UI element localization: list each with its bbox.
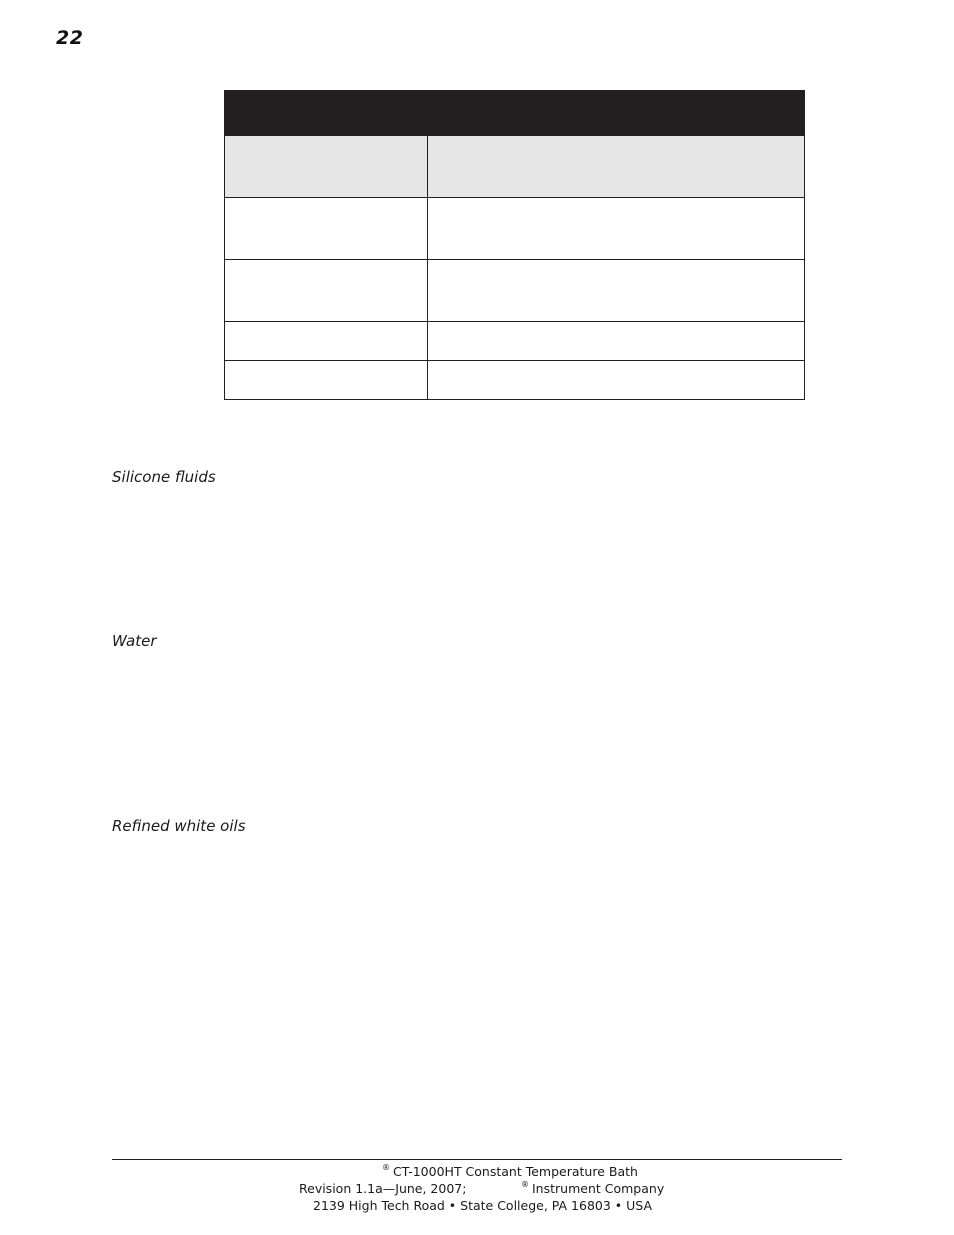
footer-company-line (521, 1181, 664, 1196)
table-header-cell (428, 91, 805, 136)
table-cell (225, 260, 428, 322)
section-label-water: Water (112, 632, 157, 650)
footer-company-name: Instrument Company (532, 1181, 665, 1197)
page-number: 22 (56, 27, 84, 49)
table-cell (225, 322, 428, 361)
table-row (225, 322, 805, 361)
footer-address: 2139 High Tech Road • State College, PA 16803 • USA (313, 1198, 653, 1213)
footer-divider (112, 1159, 842, 1160)
registered-mark: ® (382, 1163, 390, 1172)
table-row (225, 260, 805, 322)
table-cell (428, 198, 805, 260)
table-row (225, 361, 805, 400)
footer-revision: Revision 1.1a—June, 2007; (299, 1181, 467, 1196)
table-header-cell (225, 91, 428, 136)
fluid-table (224, 90, 805, 400)
registered-mark: ® (521, 1180, 529, 1189)
table-cell (428, 361, 805, 400)
table-cell (428, 136, 805, 198)
section-label-refined-white-oils: Refined white oils (112, 817, 246, 835)
section-label-silicone-fluids: Silicone fluids (112, 468, 216, 486)
table-row (225, 136, 805, 198)
table-cell (428, 260, 805, 322)
table-cell (225, 198, 428, 260)
table-cell (428, 322, 805, 361)
table-cell (225, 361, 428, 400)
table-row (225, 198, 805, 260)
footer-product-name: CT-1000HT Constant Temperature Bath (393, 1164, 638, 1180)
footer-product-line (382, 1164, 638, 1179)
table-cell (225, 136, 428, 198)
table-header-row (225, 91, 805, 136)
